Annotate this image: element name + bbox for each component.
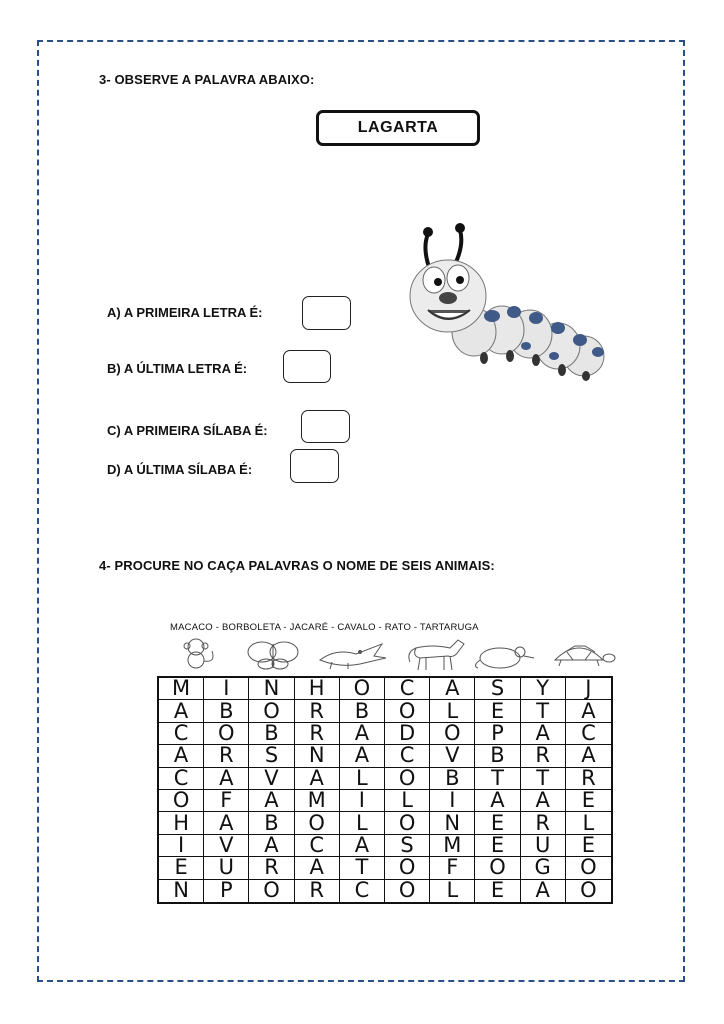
word-box <box>316 110 480 146</box>
butterfly-icon <box>244 638 302 670</box>
grid-cell[interactable]: L <box>430 880 475 902</box>
grid-cell[interactable]: O <box>385 880 430 902</box>
grid-cell[interactable]: R <box>295 880 340 902</box>
grid-cell[interactable]: R <box>204 745 249 767</box>
grid-cell[interactable]: O <box>580 878 597 903</box>
grid-cell[interactable]: N <box>159 880 204 902</box>
grid-cell[interactable]: E <box>475 812 520 834</box>
grid-cell[interactable]: A <box>430 678 475 700</box>
grid-cell[interactable]: A <box>295 768 340 790</box>
grid-cell[interactable]: O <box>385 768 430 790</box>
word-search-grid <box>157 676 613 904</box>
grid-cell[interactable]: V <box>204 835 249 857</box>
grid-cell[interactable]: O <box>249 880 294 902</box>
grid-cell[interactable]: L <box>385 790 430 812</box>
grid-cell[interactable]: B <box>204 700 249 722</box>
grid-cell[interactable]: V <box>249 768 294 790</box>
mouse-icon <box>470 640 540 670</box>
turtle-icon <box>545 638 617 668</box>
answer-box-c[interactable] <box>301 410 350 443</box>
grid-cell[interactable]: H <box>295 678 340 700</box>
grid-cell[interactable]: O <box>340 678 385 700</box>
grid-cell[interactable]: S <box>385 835 430 857</box>
grid-cell[interactable]: A <box>475 790 520 812</box>
grid-cell[interactable]: R <box>566 768 611 790</box>
grid-cell[interactable]: R <box>295 700 340 722</box>
grid-cell[interactable]: O <box>430 723 475 745</box>
grid-cell[interactable]: A <box>249 790 294 812</box>
grid-cell[interactable]: N <box>430 812 475 834</box>
grid-cell[interactable]: E <box>475 835 520 857</box>
grid-cell[interactable]: A <box>295 857 340 879</box>
grid-cell[interactable]: L <box>566 812 611 834</box>
grid-cell[interactable]: P <box>475 723 520 745</box>
monkey-icon <box>172 637 222 671</box>
grid-cell[interactable]: A <box>521 790 566 812</box>
grid-cell[interactable]: R <box>521 812 566 834</box>
grid-cell[interactable]: D <box>385 723 430 745</box>
grid-cell[interactable]: U <box>521 835 566 857</box>
grid-cell[interactable]: E <box>159 857 204 879</box>
grid-cell[interactable]: A <box>521 723 566 745</box>
grid-cell[interactable]: C <box>566 723 611 745</box>
grid-cell[interactable]: L <box>340 812 385 834</box>
grid-cell[interactable]: O <box>385 857 430 879</box>
question-4-title: 4- PROCURE NO CAÇA PALAVRAS O NOME DE SEIS ANIMAIS: <box>99 558 495 573</box>
grid-cell[interactable]: B <box>249 723 294 745</box>
grid-cell[interactable]: A <box>204 812 249 834</box>
grid-cell[interactable]: T <box>475 768 520 790</box>
grid-cell[interactable]: C <box>295 835 340 857</box>
grid-cell[interactable]: N <box>249 678 294 700</box>
grid-cell[interactable]: A <box>340 723 385 745</box>
grid-cell[interactable]: C <box>159 723 204 745</box>
grid-cell[interactable]: O <box>204 723 249 745</box>
item-d-label: D) A ÚLTIMA SÍLABA É: <box>107 462 253 477</box>
grid-cell[interactable]: I <box>159 835 204 857</box>
grid-cell[interactable]: E <box>475 700 520 722</box>
grid-cell[interactable]: S <box>475 678 520 700</box>
horse-icon <box>402 634 468 672</box>
grid-cell[interactable]: O <box>566 857 611 879</box>
grid-cell[interactable]: O <box>385 812 430 834</box>
grid-cell[interactable]: C <box>385 678 430 700</box>
grid-cell[interactable]: A <box>204 768 249 790</box>
grid-cell[interactable]: A <box>159 745 204 767</box>
item-b-label: B) A ÚLTIMA LETRA É: <box>107 361 248 376</box>
grid-cell[interactable]: I <box>430 790 475 812</box>
grid-cell[interactable]: O <box>159 790 204 812</box>
grid-cell[interactable]: B <box>430 768 475 790</box>
grid-cell[interactable]: T <box>521 768 566 790</box>
question-3-title: 3- OBSERVE A PALAVRA ABAIXO: <box>99 72 315 87</box>
item-a-label: A) A PRIMEIRA LETRA É: <box>107 305 263 320</box>
grid-cell[interactable]: N <box>295 745 340 767</box>
grid-cell[interactable]: E <box>566 790 611 812</box>
answer-box-b[interactable] <box>283 350 331 383</box>
grid-cell[interactable]: S <box>249 745 294 767</box>
grid-cell[interactable]: A <box>566 700 611 722</box>
grid-cell[interactable]: A <box>340 835 385 857</box>
grid-cell[interactable]: T <box>340 857 385 879</box>
grid-cell[interactable]: F <box>430 857 475 879</box>
grid-cell[interactable]: F <box>204 790 249 812</box>
grid-cell[interactable]: A <box>566 745 611 767</box>
caterpillar-illustration <box>408 218 608 393</box>
grid-cell[interactable]: A <box>159 700 204 722</box>
grid-cell[interactable]: R <box>249 857 294 879</box>
grid-cell[interactable]: O <box>385 700 430 722</box>
grid-cell[interactable]: C <box>340 880 385 902</box>
grid-cell[interactable]: E <box>475 880 520 902</box>
word-lagarta: LAGARTA <box>357 119 439 136</box>
answer-box-a[interactable] <box>302 296 351 330</box>
grid-cell[interactable]: B <box>249 812 294 834</box>
animal-names-list: MACACO - BORBOLETA - JACARÉ - CAVALO - RATO - TARTARUGA <box>170 622 479 633</box>
grid-cell[interactable]: J <box>566 678 611 700</box>
grid-cell[interactable]: V <box>430 745 475 767</box>
grid-cell[interactable]: B <box>475 745 520 767</box>
item-c-label: C) A PRIMEIRA SÍLABA É: <box>107 423 268 438</box>
grid-cell[interactable]: R <box>295 723 340 745</box>
grid-cell[interactable]: H <box>159 812 204 834</box>
grid-cell[interactable]: A <box>340 745 385 767</box>
grid-cell[interactable]: U <box>204 857 249 879</box>
grid-cell[interactable]: M <box>159 678 204 700</box>
grid-cell[interactable]: O <box>475 857 520 879</box>
alligator-icon <box>316 636 388 670</box>
grid-cell[interactable]: A <box>249 835 294 857</box>
grid-cell[interactable]: I <box>340 790 385 812</box>
grid-cell[interactable]: B <box>340 700 385 722</box>
grid-cell[interactable]: T <box>521 700 566 722</box>
grid-cell[interactable]: P <box>204 880 249 902</box>
grid-cell[interactable]: Y <box>521 678 566 700</box>
grid-cell[interactable]: R <box>521 745 566 767</box>
answer-box-d[interactable] <box>290 449 339 483</box>
grid-cell[interactable]: O <box>249 700 294 722</box>
grid-cell[interactable]: M <box>430 835 475 857</box>
grid-cell[interactable]: G <box>521 857 566 879</box>
grid-cell[interactable]: L <box>430 700 475 722</box>
grid-cell[interactable]: C <box>385 745 430 767</box>
grid-cell[interactable]: L <box>340 768 385 790</box>
grid-cell[interactable]: M <box>295 790 340 812</box>
grid-cell[interactable]: O <box>295 812 340 834</box>
grid-cell[interactable]: C <box>159 768 204 790</box>
grid-cell[interactable]: E <box>566 835 611 857</box>
grid-cell[interactable]: I <box>204 678 249 700</box>
grid-cell[interactable]: A <box>521 880 566 902</box>
